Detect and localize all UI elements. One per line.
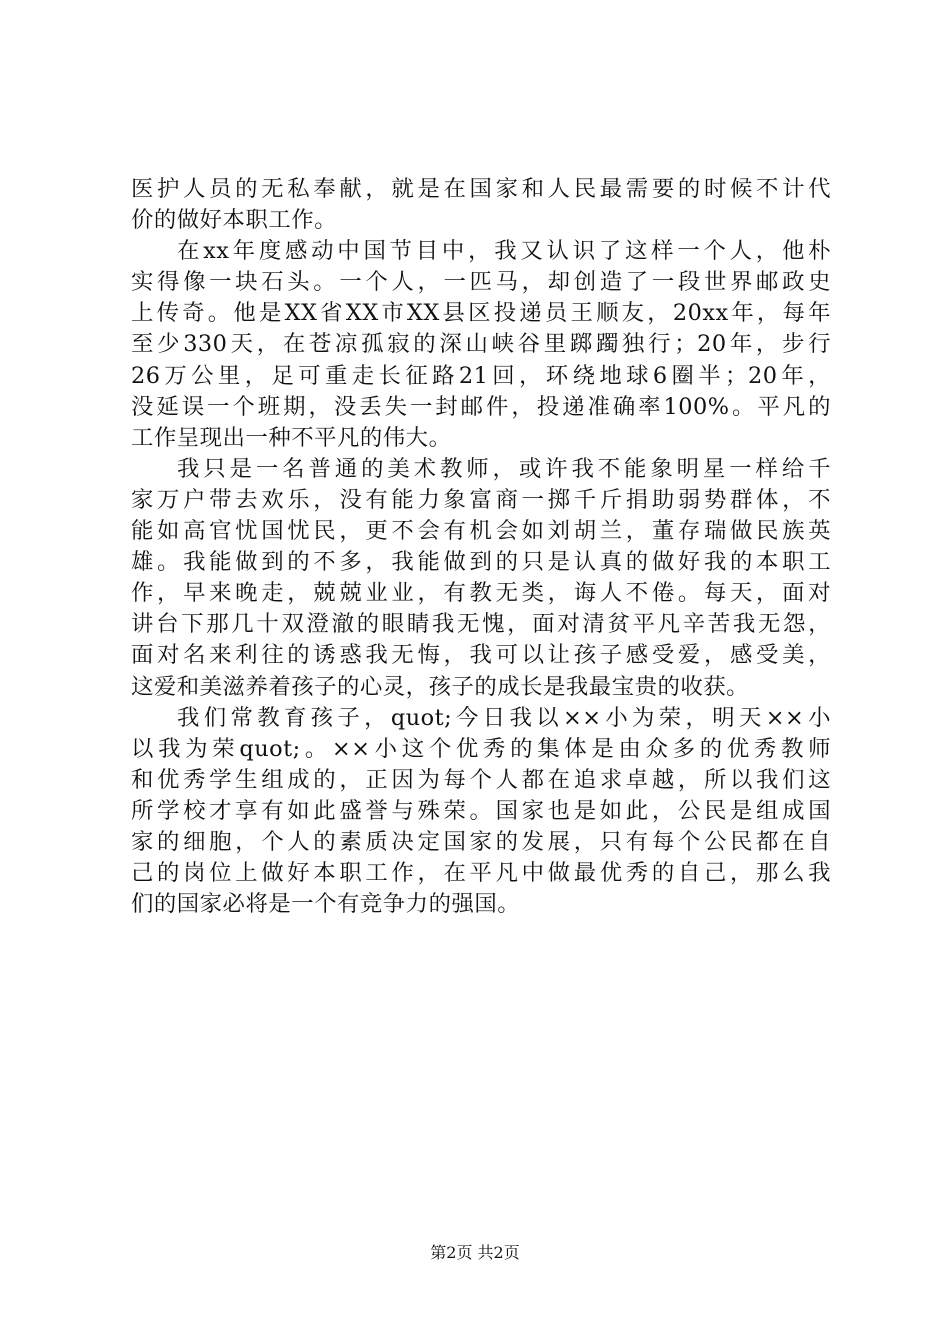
text-line: 我们常教育孩子，quot;今日我以××小为荣，明天××小 (177, 704, 831, 731)
text-line: 医护人员的无私奉献，就是在国家和人民最需要的时候不计代 (131, 176, 831, 202)
text-line: 以我为荣quot;。××小这个优秀的集体是由众多的优秀教师 (131, 735, 831, 762)
text-line: 和优秀学生组成的，正因为每个人都在追求卓越，所以我们这 (131, 766, 831, 793)
text-line: 面对名来利往的诱惑我无悔，我可以让孩子感受爱，感受美， (131, 642, 831, 669)
text-line: 家万户带去欢乐，没有能力象富商一掷千斤捐助弱势群体，不 (131, 486, 831, 513)
text-line: 实得像一块石头。一个人，一匹马，却创造了一段世界邮政史 (131, 269, 831, 296)
text-line: 价的做好本职工作。 (131, 207, 338, 234)
text-line: 在xx年度感动中国节目中，我又认识了这样一个人，他朴 (177, 238, 831, 265)
text-line: 没延误一个班期，没丢失一封邮件，投递准确率100%。平凡的 (131, 393, 831, 420)
text-line: 上传奇。他是XX省XX市XX县区投递员王顺友，20xx年，每年 (131, 300, 831, 327)
text-line: 至少330天，在苍凉孤寂的深山峡谷里踯躅独行；20年，步行 (131, 331, 831, 358)
text-line: 讲台下那几十双澄澈的眼睛我无愧，面对清贫平凡辛苦我无怨， (131, 611, 831, 638)
text-line: 己的岗位上做好本职工作，在平凡中做最优秀的自己，那么我 (131, 860, 831, 887)
text-line: 作，早来晚走，兢兢业业，有教无类，诲人不倦。每天，面对 (131, 580, 831, 607)
document-body (131, 174, 831, 920)
text-line: 工作呈现出一种不平凡的伟大。 (131, 424, 452, 451)
page-footer: 第2页 共2页 (430, 1243, 520, 1262)
text-line: 能如高官忧国忧民，更不会有机会如刘胡兰，董存瑞做民族英 (131, 518, 831, 545)
text-line: 们的国家必将是一个有竞争力的强国。 (131, 891, 521, 918)
text-line: 雄。我能做到的不多，我能做到的只是认真的做好我的本职工 (131, 549, 831, 576)
text-line: 我只是一名普通的美术教师，或许我不能象明星一样给千 (177, 455, 831, 482)
text-line: 所学校才享有如此盛誉与殊荣。国家也是如此，公民是组成国 (131, 797, 831, 824)
text-line: 这爱和美滋养着孩子的心灵，孩子的成长是我最宝贵的收获。 (131, 673, 750, 700)
text-line: 26万公里，足可重走长征路21回，环绕地球6圈半；20年， (131, 362, 831, 389)
text-line: 家的细胞，个人的素质决定国家的发展，只有每个公民都在自 (131, 828, 831, 855)
